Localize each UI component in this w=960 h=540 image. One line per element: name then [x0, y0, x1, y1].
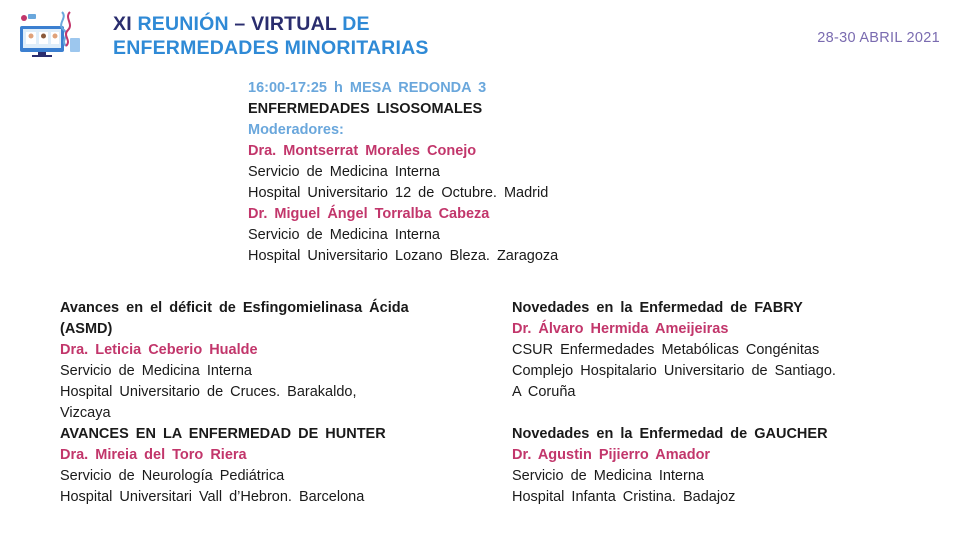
speaker-name: Dr. Agustin Pijierro Amador [512, 447, 711, 463]
talk-title: Avances en el déficit de Esfingomielinasa Ácida [60, 300, 409, 316]
speaker-dept: Servicio de Neurología Pediátrica [60, 468, 285, 484]
title-prefix: XI [113, 13, 132, 35]
event-logo-icon [18, 8, 82, 58]
speaker-dept: Servicio de Medicina Interna [512, 468, 704, 484]
speaker-hospital: Hospital Universitario de Cruces. Barakaldo, [60, 384, 357, 400]
speaker-dept: Servicio de Medicina Interna [60, 363, 252, 379]
speaker-dept: CSUR Enfermedades Metabólicas Congénitas [512, 342, 820, 358]
session-block [248, 78, 558, 267]
speaker-name: Dra. Mireia del Toro Riera [60, 447, 247, 463]
moderator-dept: Servicio de Medicina Interna [248, 164, 440, 180]
talk-title: AVANCES EN LA ENFERMEDAD DE HUNTER [60, 426, 386, 442]
event-title [113, 12, 429, 60]
speaker-name: Dr. Álvaro Hermida Ameijeiras [512, 321, 729, 337]
moderators-label: Moderadores: [248, 122, 344, 138]
title-line2: ENFERMEDADES MINORITARIAS [113, 37, 429, 59]
talk-title-cont: (ASMD) [60, 321, 113, 337]
event-date: 28-30 ABRIL 2021 [817, 30, 940, 46]
title-dash: – [234, 13, 246, 35]
moderator-hospital: Hospital Universitario Lozano Bleza. Zaragoza [248, 248, 559, 264]
moderator-name: Dr. Miguel Ángel Torralba Cabeza [248, 206, 490, 222]
talk-title: Novedades en la Enfermedad de FABRY [512, 300, 803, 316]
title-word-virtual: VIRTUAL [251, 13, 337, 35]
speaker-hospital: Hospital Universitari Vall d’Hebron. Barcelona [60, 489, 365, 505]
moderator-hospital: Hospital Universitario 12 de Octubre. Madrid [248, 185, 549, 201]
speaker-name: Dra. Leticia Ceberio Hualde [60, 342, 258, 358]
speaker-hospital: Hospital Infanta Cristina. Badajoz [512, 489, 736, 505]
session-time: 16:00-17:25 h MESA REDONDA 3 [248, 80, 487, 96]
speaker-hospital: Complejo Hospitalario Universitario de Santiago. [512, 363, 836, 379]
moderator-name: Dra. Montserrat Morales Conejo [248, 143, 477, 159]
talks-right-column [512, 298, 836, 508]
talk-title: Novedades en la Enfermedad de GAUCHER [512, 426, 828, 442]
speaker-hospital-cont: Vizcaya [60, 405, 111, 421]
moderator-dept: Servicio de Medicina Interna [248, 227, 440, 243]
title-word-de: DE [342, 13, 370, 35]
talks-left-column [60, 298, 409, 508]
session-topic: ENFERMEDADES LISOSOMALES [248, 101, 483, 117]
speaker-hospital-cont: A Coruña [512, 384, 576, 400]
title-word-reunion: REUNIÓN [137, 13, 229, 35]
spacer [512, 403, 836, 424]
